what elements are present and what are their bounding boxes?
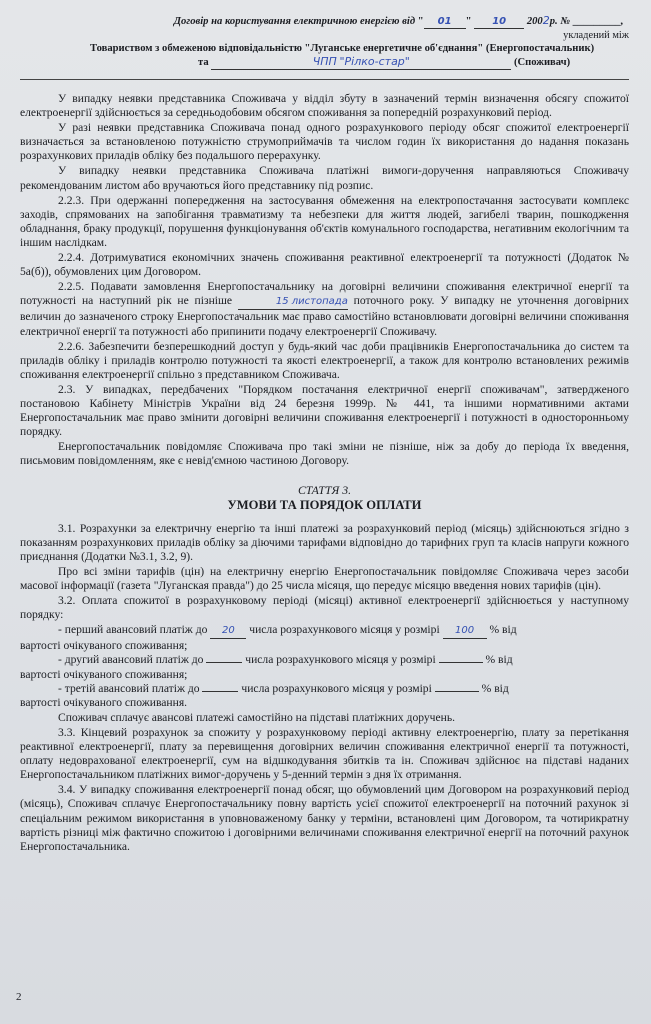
contract-title: Договір на користування електричною енергією від bbox=[173, 16, 416, 27]
payment-percent bbox=[435, 691, 479, 692]
payment-tail: вартості очікуваного споживання; bbox=[20, 639, 188, 653]
supplier-line: Товариством з обмеженою відповідальністю "Луганське енергетичне об'єднання" (Енергопостачальник) bbox=[90, 43, 595, 54]
paragraph: 2.2.6. Забезпечити безперешкодний доступ у будь-який час доби працівників Енергопостачальника до систем та приладів обліку і приладів контролю потужності та якості електроенергії, а також для контролю встановлених режимів споживання електроенергії спільно з представником Споживача. bbox=[20, 339, 629, 381]
contract-day: 01 bbox=[424, 15, 466, 29]
consumer-prefix: ЧПП bbox=[312, 55, 337, 68]
paragraph: Споживач сплачує авансові платежі самостійно на підставі платіжних доручень. bbox=[58, 710, 456, 724]
paragraph: У випадку неявки представника Споживача платіжні вимоги-доручення направляються Споживачу рекомендованим листом або вручаються його представнику під розпис. bbox=[20, 164, 629, 192]
payment-day bbox=[202, 691, 238, 692]
concluded-label: укладений між bbox=[563, 30, 629, 41]
p225-text-after: поточного року. У випадку не уточнення договірних величин до зазначеного строку Енергопостачальник має право самостійно встановлювати договірні величини споживання електричної енергії та потужності або припинити подачу електроенергії Споживачу. bbox=[20, 294, 629, 338]
payment-prefix: - перший авансовий платіж до bbox=[58, 623, 208, 637]
payment-percent: 100 bbox=[443, 624, 487, 639]
contract-year: 200 bbox=[526, 16, 543, 27]
payment-suffix: % від bbox=[481, 681, 509, 695]
paragraph: 2.2.3. При одержанні попередження на застосування обмеження на електропостачання застосувати комплекс заходів, спрямованих на запобігання травматизму та небезпеки для життя людей, загибелі тварин, пошкодження обладнання, браку продукції, порушення функціонування об'єктів комунального господарства, негативним екологічним та іншим наслідкам. bbox=[20, 193, 629, 249]
payment-item bbox=[20, 682, 629, 696]
deadline-handwritten: 15 листопада bbox=[238, 295, 348, 310]
payment-middle: числа розрахункового місяця у розмірі bbox=[241, 681, 432, 695]
payment-tail: вартості очікуваного споживання. bbox=[20, 695, 188, 709]
payment-suffix: % від bbox=[489, 623, 517, 637]
header-divider bbox=[20, 79, 629, 80]
payment-item bbox=[20, 653, 629, 667]
paragraph: 3.2. Оплата спожитої в розрахунковому періоді (місяці) активної електроенергії здійснюється у наступному порядку: bbox=[20, 594, 629, 622]
p225-text-before: 2.2.5. Подавати замовлення Енергопостачальнику на договірні величини споживання електричної енергії та потужності на наступний рік не пізніше bbox=[20, 280, 629, 308]
payment-suffix: % від bbox=[485, 653, 513, 667]
paragraph: Про всі зміни тарифів (цін) на електричну енергію Енергопостачальник повідомляє Споживача через засоби масової інформації (газета "Луганская правда") до 25 числа місяця, що передує місяцю введення нових тарифів (цін). bbox=[20, 564, 629, 592]
paragraph: У разі неявки представника Споживача понад одного розрахункового періоду обсяг спожитої електроенергії визначається за встановленою потужністю струмоприймачів та числом годин їх використання до надання показань розрахункових приладів обліку без подальшого перерахунку. bbox=[20, 121, 629, 163]
article-number: СТАТТЯ 3. bbox=[297, 483, 352, 498]
payment-day: 20 bbox=[210, 624, 246, 639]
consumer-name-field bbox=[211, 55, 511, 70]
paragraph: 2.2.4. Дотримуватися економічних значень споживання реактивної електроенергії та потужності (Додаток № 5а(б)), обумовлених цим Договором. bbox=[20, 251, 629, 279]
payment-day bbox=[206, 662, 242, 663]
payment-middle: числа розрахункового місяця у розмірі bbox=[249, 623, 440, 637]
contract-header-line: Договір на користування електричною енергією від " 01 " 10 2002р. № _________, bbox=[173, 14, 623, 27]
payment-item bbox=[20, 623, 629, 639]
article-title: УМОВИ ТА ПОРЯДОК ОПЛАТИ bbox=[227, 497, 422, 512]
consumer-name: "Рілко-стар" bbox=[339, 55, 410, 68]
payment-middle: числа розрахункового місяця у розмірі bbox=[245, 653, 436, 667]
paragraph-2-2-5 bbox=[20, 280, 629, 338]
contract-number-label: р. № bbox=[549, 16, 571, 27]
contract-year-hand: 2 bbox=[542, 14, 550, 27]
payment-prefix: - третій авансовий платіж до bbox=[58, 681, 200, 695]
paragraph: 2.3. У випадках, передбачених "Порядком постачання електричної енергії споживачам", затвердженого постановою Кабінету Міністрів України від 24 березня 1999р. № 441, та іншими нормативними актами Енергопостачальник має право змінити договірні величини споживання електроенергії і потужності в односторонньому порядку. bbox=[20, 382, 629, 439]
page-number: 2 bbox=[16, 991, 22, 1003]
payment-prefix: - другий авансовий платіж до bbox=[58, 653, 204, 667]
consumer-line bbox=[20, 55, 629, 70]
payment-tail: вартості очікуваного споживання; bbox=[20, 667, 188, 681]
paragraph: У випадку неявки представника Споживача у відділ збуту в зазначений термін визначення обсягу спожитої електроенергії здійснюється за середньодобовим обсягом споживання за попередній розрахунковий період. bbox=[20, 92, 629, 120]
paragraph: Енергопостачальник повідомляє Споживача про такі зміни не пізніше, ніж за добу до періода їх введення, письмовим повідомленням, яке є невід'ємною частиною Договору. bbox=[20, 440, 629, 468]
paragraph: 3.1. Розрахунки за електричну енергію та інші платежі за розрахунковий період (місяць) здійснюються згідно з показанням розрахункових приладів обліку за діючими тарифами відповідно до тарифних груп та класів напруги кожного приєднання (Додатки №3.1, 3.2, 9). bbox=[20, 521, 629, 563]
paragraph: 3.4. У випадку споживання електроенергії понад обсяг, що обумовлений цим Договором на розрахунковий період (місяць), Споживач сплачує Енергопостачальнику повну вартість усієї спожитої електроенергії на поточний рахунок зі спеціальним режимом використання в уповноваженому банку у терміни, встановлені цим Договором, та чотирикратну вартість різниці між фактично спожитою і договірними величинами споживання електричної енергії на поточний рахунок Енергопостачальника. bbox=[20, 783, 629, 853]
paragraph: 3.3. Кінцевий розрахунок за спожиту у розрахунковому періоді активну електроенергію, плату за перетікання реактивної електроенергії, плату за перевищення договірних величин споживання електричної енергії та потужності, оплату недоврахованої електроенергії, сум на відшкодування збитків та ін. Споживач здійснює на підставі наданих Енергопостачальником платіжних вимог-доручень у 5-денний термін з дня їх отримання. bbox=[20, 725, 629, 782]
and-label: та bbox=[198, 57, 209, 68]
consumer-role: (Споживач) bbox=[513, 57, 571, 68]
contract-month: 10 bbox=[474, 15, 524, 29]
contract-number-blank: _________, bbox=[572, 16, 623, 27]
payment-percent bbox=[439, 662, 483, 663]
payment-list bbox=[20, 623, 629, 710]
